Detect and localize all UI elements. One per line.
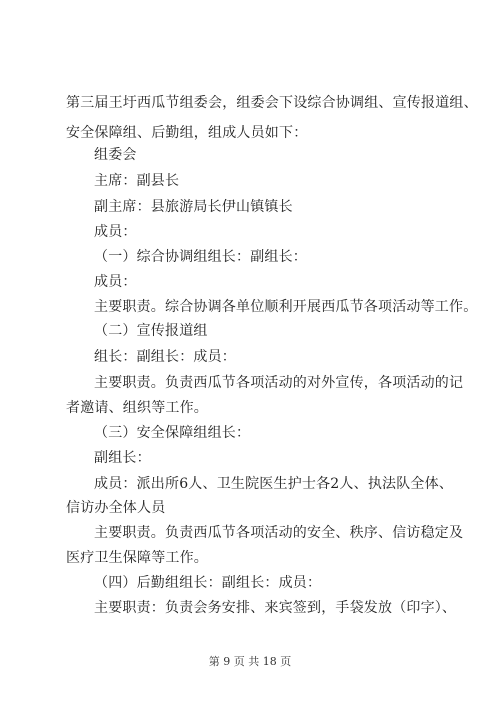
text-line: 主要职责：负责会务安排、来宾签到，手袋发放（印字）、 [94,600,457,616]
text-line: 成员：派出所6人、卫生院医生护士各2人、执法队全体、 [94,476,454,492]
text-line: 副主席：县旅游局长伊山镇镇长 [94,199,293,215]
section-heading: （四）后勤组组长：副组长：成员： [94,575,322,591]
text-line: 第三届王圩西瓜节组委会，组委会下设综合协调组、宣传报道组、 [66,95,478,111]
text-line: 主要职责。负责西瓜节各项活动的安全、秩序、信访稳定及 [94,525,464,541]
text-line: 主席：副县长 [94,173,180,189]
text-line: 安全保障组、后勤组，组成人员如下： [66,125,308,141]
text-line: 主要职责。负责西瓜节各项活动的对外宣传，各项活动的记 [94,375,464,391]
text-line: 主要职责。综合协调各单位顺利开展西瓜节各项活动等工作。 [94,299,478,315]
section-heading: （三）安全保障组组长： [94,425,251,441]
text-line: 医疗卫生保障等工作。 [66,550,208,566]
page-number-footer: 第 9 页 共 18 页 [208,655,292,668]
text-line: 组长：副组长：成员： [94,349,236,365]
text-line: 副组长： [94,450,151,466]
text-line: 成员： [94,224,137,240]
text-line: 成员： [94,274,137,290]
section-heading: 组委会 [94,147,137,163]
text-line: 信访办全体人员 [66,500,166,516]
section-heading: （二）宣传报道组 [94,323,208,339]
section-heading: （一）综合协调组组长：副组长： [94,249,307,265]
text-line: 者邀请、组织等工作。 [66,400,208,416]
